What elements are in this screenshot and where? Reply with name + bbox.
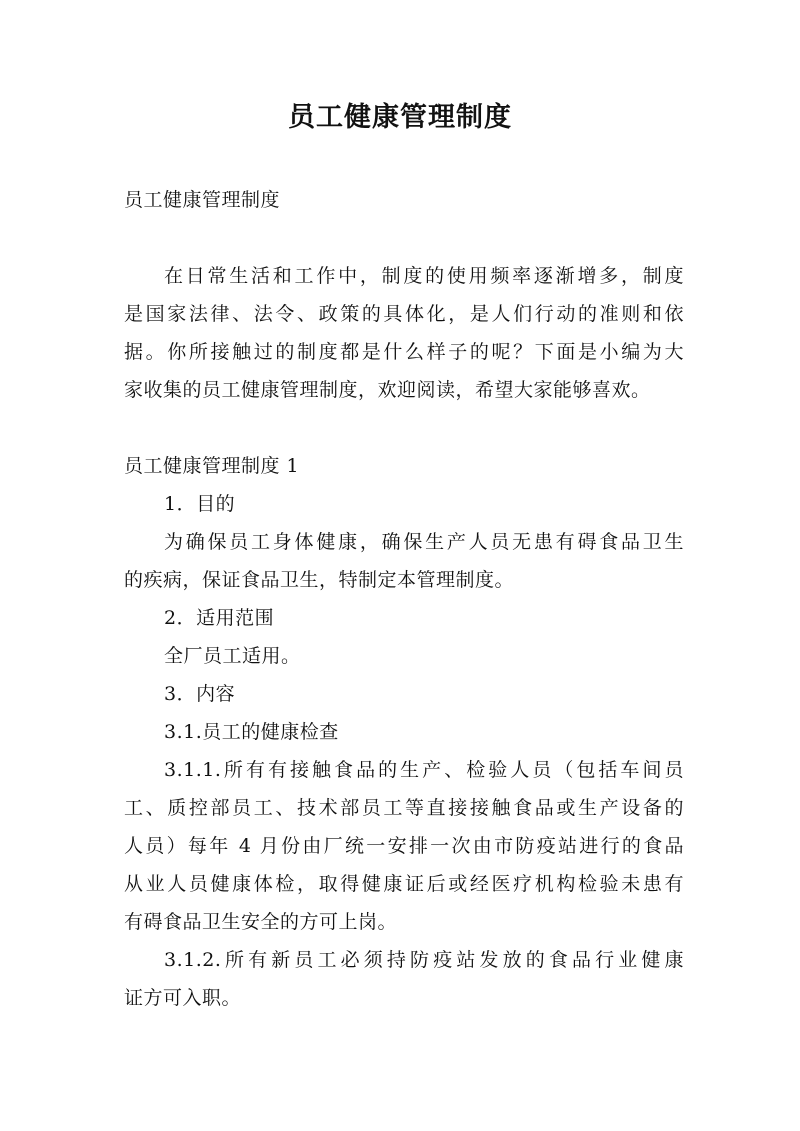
- paragraph-line: 有碍食品卫生安全的方可上岗。: [124, 911, 398, 933]
- subsection-heading: 1．目的: [164, 493, 236, 515]
- paragraph-line: 全厂员工适用。: [164, 645, 301, 667]
- subsection-heading: 3.1.员工的健康检查: [164, 721, 339, 743]
- paragraph-line: 工、质控部员工、技术部员工等直接接触食品或生产设备的: [124, 797, 684, 819]
- document-heading: [124, 181, 684, 219]
- intro-paragraph: [124, 257, 684, 409]
- intro-line: 家收集的员工健康管理制度，欢迎阅读，希望大家能够喜欢。: [124, 379, 651, 401]
- intro-line: 是国家法律、法令、政策的具体化，是人们行动的准则和依: [124, 303, 684, 325]
- section-1: [124, 447, 684, 1017]
- paragraph-line: 证方可入职。: [124, 987, 242, 1009]
- document-title: 员工健康管理制度: [288, 102, 512, 133]
- subsection-heading: 3．内容: [164, 683, 236, 705]
- section-heading: 员工健康管理制度 1: [124, 455, 300, 477]
- paragraph-line: 的疾病，保证食品卫生，特制定本管理制度。: [124, 569, 515, 591]
- heading-text: 员工健康管理制度: [124, 189, 281, 211]
- subsection-heading: 2．适用范围: [164, 607, 275, 629]
- intro-line: 据。你所接触过的制度都是什么样子的呢？下面是小编为大: [124, 341, 684, 363]
- paragraph-line: 从业人员健康体检，取得健康证后或经医疗机构检验未患有: [124, 873, 684, 895]
- paragraph-line: 3.1.2.所有新员工必须持防疫站发放的食品行业健康: [164, 949, 684, 971]
- intro-line: 在日常生活和工作中，制度的使用频率逐渐增多，制度: [164, 265, 684, 287]
- paragraph-line: 为确保员工身体健康，确保生产人员无患有碍食品卫生: [164, 531, 684, 553]
- paragraph-line: 3.1.1.所有有接触食品的生产、检验人员（包括车间员: [164, 759, 684, 781]
- paragraph-line: 人员）每年 4 月份由厂统一安排一次由市防疫站进行的食品: [124, 835, 684, 857]
